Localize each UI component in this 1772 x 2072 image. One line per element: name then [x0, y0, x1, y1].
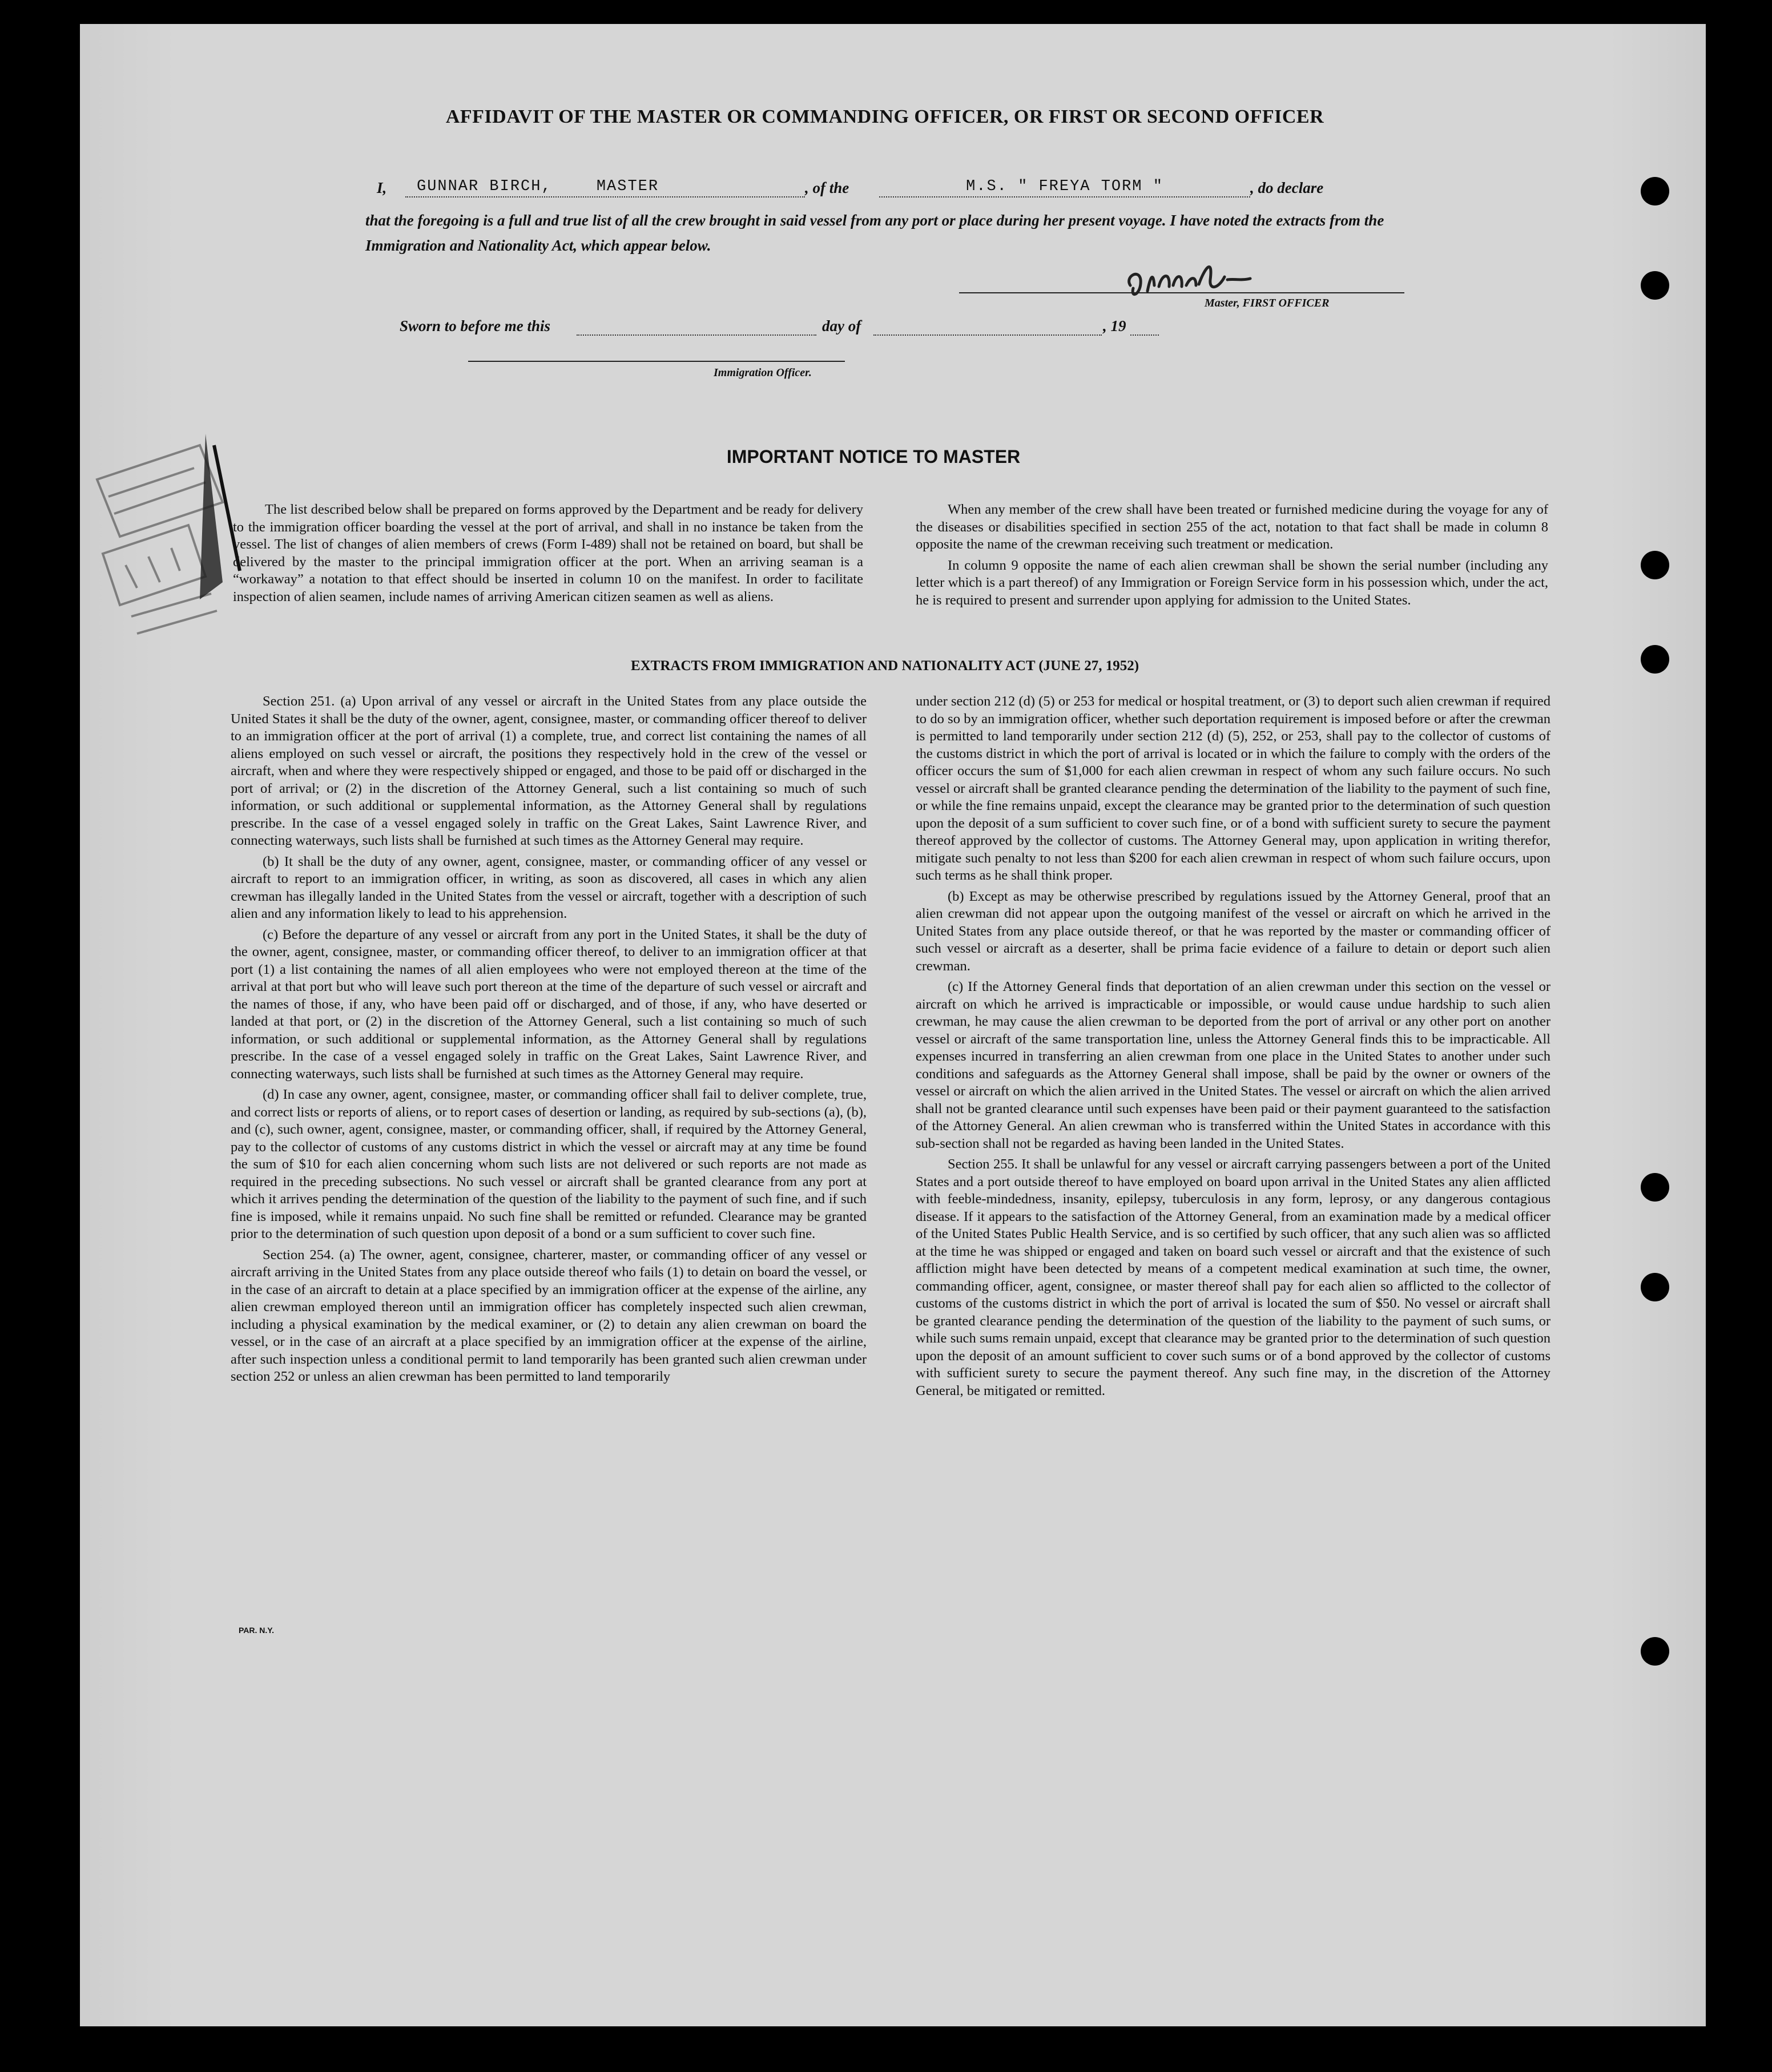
binder-hole-icon	[1641, 1637, 1669, 1666]
do-declare-label: , do declare	[1250, 179, 1324, 196]
binder-hole-icon	[1641, 1273, 1669, 1301]
sworn-line	[400, 316, 1199, 339]
declaration-text: that the foregoing is a full and true list of all the crew brought in said vessel from any port or place during her present voyage. I have noted the extracts from the Immigration and Nationality Act, which appear below.	[365, 212, 1384, 254]
notice-paragraph: In column 9 opposite the name of each alien crewman shall be shown the serial number (including any letter which is a part thereof) of any Immigration or Foreign Service form in his possession which, under the act, he is required to present and surrender upon applying for admission to the United States.	[916, 557, 1548, 608]
act-paragraph: (c) Before the departure of any vessel or aircraft from any port in the United States, it shall be the duty of the owner, agent, consignee, master, or commanding officer thereof, to deliver to an immigration officer at that port (1) a list containing the names of all alien employees who were not employed thereon at the time of the arrival at that port but who will leave such port thereon at the time of the departure of such vessel or aircraft and the names of those, if any, who have been paid off or discharged, and of those, if any, who have deserted or landed at that port, or (2) in the discretion of the Attorney General, such a list containing so much of such information, or such additional or supplemental information, as the Attorney General shall by regulations prescribe. In the case of a vessel engaged solely in traffic on the Great Lakes, Saint Lawrence River, and connecting waterways, such lists shall be furnished at such times as the Attorney General may require.	[231, 926, 867, 1082]
officer-signature-line	[468, 361, 845, 362]
year-label: , 19	[1103, 317, 1126, 334]
signature-line	[959, 292, 1404, 293]
master-caption: Master, FIRST OFFICER	[1205, 297, 1330, 309]
sworn-day-field	[577, 316, 816, 336]
notice-right-column	[916, 501, 1548, 612]
act-paragraph: (b) Except as may be otherwise prescribed by regulations issued by the Attorney General, proof that an alien crewman did not appear upon the outgoing manifest of the vessel or aircraft on which he arrived in the United States from any place outside thereof, or that he was reported by the master or commanding officer of such vessel or aircraft as a deserter, shall be prima facie evidence of a failure to detain or deport such alien crewman.	[916, 888, 1550, 974]
binder-hole-icon	[1641, 271, 1669, 300]
sworn-year-field	[1130, 316, 1159, 336]
sworn-label: Sworn to before me this	[400, 317, 551, 334]
act-paragraph: (b) It shall be the duty of any owner, agent, consignee, master, or commanding officer of any vessel or aircraft to report to an immigration officer, in writing, as soon as discovered, all cases in which any alien crewman has illegally landed in the United States from the vessel or aircraft, together with a description of such alien and any information likely to lead to his apprehension.	[231, 853, 867, 921]
binder-hole-icon	[1641, 551, 1669, 579]
officer-caption: Immigration Officer.	[714, 366, 812, 379]
day-of-label: day of	[822, 317, 861, 334]
affidavit-title: AFFIDAVIT OF THE MASTER OR COMMANDING OFFICER, OR FIRST OR SECOND OFFICER	[445, 106, 1324, 127]
declarant-name: GUNNAR BIRCH,	[417, 178, 552, 195]
printer-mark: PAR. N.Y.	[239, 1626, 274, 1635]
declarant-rank: MASTER	[596, 178, 659, 195]
binder-hole-icon	[1641, 645, 1669, 674]
act-right-column	[916, 693, 1550, 1403]
act-paragraph: Section 251. (a) Upon arrival of any vessel or aircraft in the United States from any place outside the United States it shall be the duty of the owner, agent, consignee, master, or commanding officer thereof to deliver to an immigration officer at the port of arrival (1) a complete, true, and correct list containing the names of all aliens employed on such vessel or aircraft, the positions they respectively hold in the crew of the vessel or aircraft, when and where they were respectively shipped or engaged, and those to be paid off or discharged in the port of arrival; or (2) in the discretion of the Attorney General, such a list containing so much of such information, or such additional or supplemental information, as the Attorney General shall by regulations prescribe. In the case of a vessel engaged solely in traffic on the Great Lakes, Saint Lawrence River, and connecting waterways, such lists shall be furnished at such times as the Attorney General may require.	[231, 694, 867, 848]
act-paragraph: (d) In case any owner, agent, consignee, master, or commanding officer shall fail to deliver complete, true, and correct lists or reports of aliens, or to report cases of desertion or landing, as required by sub-sections (a), (b), and (c), such owner, agent, consignee, master, or commanding officer, shall, if required by the Attorney General, pay to the collector of customs of any customs district in which the vessel or aircraft may at any time be found the sum of $10 for each alien concerning whom such lists are not delivered or such reports are not made as required in the preceding subsections. No such vessel or aircraft shall be granted clearance from any port at which it arrives pending the determination of the question of the liability to the payment of such fine, and if such fine is imposed, while it remains unpaid. No such fine shall be remitted or refunded. Clearance may be granted prior to the determination of such question upon deposit of a bond or a sum sufficient to cover such fine.	[231, 1087, 867, 1241]
declarant-line	[377, 178, 1404, 203]
vessel-name: M.S. " FREYA TORM "	[879, 178, 1250, 197]
sworn-month-field	[873, 316, 1102, 336]
act-paragraph: Section 254. (a) The owner, agent, consignee, charterer, master, or commanding officer of any vessel or aircraft arriving in the United States from any place outside thereof who fails (1) to detain on board the vessel, or in the case of an aircraft to detain at a place specified by an immigration officer at the expense of the airline, any alien crewman employed thereon until an immigration officer has completely inspected such alien crewman, including a physical examination by the medical examiner, or (2) to detain any alien crewman on board the vessel, or in the case of an aircraft at a place specified by an immigration officer at the expense of the airline, after such inspection unless a conditional permit to land temporarily has been granted such alien crewman under section 252 or unless an alien crewman has been permitted to land temporarily	[231, 1247, 867, 1384]
binder-hole-icon	[1641, 177, 1669, 205]
notice-paragraph: When any member of the crew shall have been treated or furnished medicine during the voyage for any of the diseases or disabilities specified in section 255 of the act, notation to that fact shall be made in column 8 opposite the name of the crewman receiving such treatment or medication.	[916, 502, 1548, 552]
act-paragraph: under section 212 (d) (5) or 253 for medical or hospital treatment, or (3) to deport such alien crewman if required to do so by an immigration officer, whether such deportation requirement is imposed before or after the crewman is permitted to land temporarily under section 212 (d) (5), 252, or 253, shall pay to the collector of customs of the customs district in which the port of arrival is located or in which the failure to comply with the orders of the officer occurs the sum of $1,000 for each alien crewman in respect of whom any such failure occurs. No such vessel or aircraft shall be granted clearance pending the determination of the liability to the payment of such fine, or while the fine remains unpaid, except the clearance may be granted prior to the determination of such question upon the deposit of a sum sufficient to cover such fine, or of a bond with sufficient surety to secure the payment thereof approved by the collector of customs. The Attorney General may, upon application in writing therefor, mitigate such penalty to not less than $200 for each alien crewman in respect of whom such failure occurs, upon such terms as he shall think proper.	[916, 694, 1550, 883]
act-paragraph: (c) If the Attorney General finds that deportation of an alien crewman under this section on the vessel or aircraft on which he arrived is impracticable or impossible, or would cause undue hardship to such alien crewman, he may cause the alien crewman to be deported from the port of arrival or any other port on another vessel or aircraft of the same transportation line, unless the Attorney General finds this to be impracticable. All expenses incurred in transferring an alien crewman from one place in the United States to another under such conditions and safeguards as the Attorney General shall impose, shall be paid by the owner or owners of the vessel or aircraft on which the alien arrived in the United States. The vessel or aircraft on which the alien arrived shall not be granted clearance until such expenses have been paid or their payment guaranteed to the satisfaction of the Attorney General. An alien crewman who is transferred within the United States in accordance with this sub-section shall not be regarded as having been landed in the United States.	[916, 979, 1550, 1151]
act-paragraph: Section 255. It shall be unlawful for any vessel or aircraft carrying passengers between a port of the United States and a port outside thereof to have employed on board upon arrival in the United States any alien afflicted with feeble-mindedness, insanity, epilepsy, tuberculosis in any form, leprosy, or any dangerous contagious disease. If it appears to the satisfaction of the Attorney General, from an examination made by a medical officer of the United States Public Health Service, and is so certified by such officer, that any such alien was so afflicted at the time he was shipped or engaged and taken on board such vessel or aircraft and that the existence of such affliction might have been detected by means of a competent medical examination at such time, the owner, commanding officer, agent, consignee, or master thereof shall pay for each alien so afflicted to the collector of customs of the customs district in which the port of arrival is located the sum of $50. No vessel or aircraft shall be granted clearance pending the determination of the question of the liability to the payment of such sums, or while such sums remain unpaid, except that clearance may be granted prior to the determination of such question upon the deposit of an amount sufficient to cover such sums or of a bond approved by the collector of customs with sufficient surety to secure the payment thereof. Any such fine may, in the discretion of the Attorney General, be mitigated or remitted.	[916, 1156, 1550, 1398]
act-left-column	[231, 693, 867, 1389]
extracts-title: EXTRACTS FROM IMMIGRATION AND NATIONALITY ACT (JUNE 27, 1952)	[630, 658, 1139, 674]
of-the-label: , of the	[805, 179, 849, 196]
notice-left-column	[233, 501, 863, 609]
i-label: I,	[377, 179, 387, 196]
binder-hole-icon	[1641, 1173, 1669, 1202]
notice-paragraph: The list described below shall be prepared on forms approved by the Department and be ready for delivery to the immigration officer boarding the vessel at the port of arrival, and shall in no instance be taken from the vessel. The list of changes of alien members of crews (Form I-489) shall not be retained on board, but shall be delivered by the master to the principal immigration officer at the port. When an arriving seaman is a “workaway” a notation to that effect should be inserted in column 10 on the manifest. In order to facilitate inspection of alien seamen, include names of arriving American citizen seamen as well as aliens.	[233, 502, 863, 604]
notice-title: IMPORTANT NOTICE TO MASTER	[726, 446, 1021, 467]
declarant-field	[405, 178, 805, 197]
